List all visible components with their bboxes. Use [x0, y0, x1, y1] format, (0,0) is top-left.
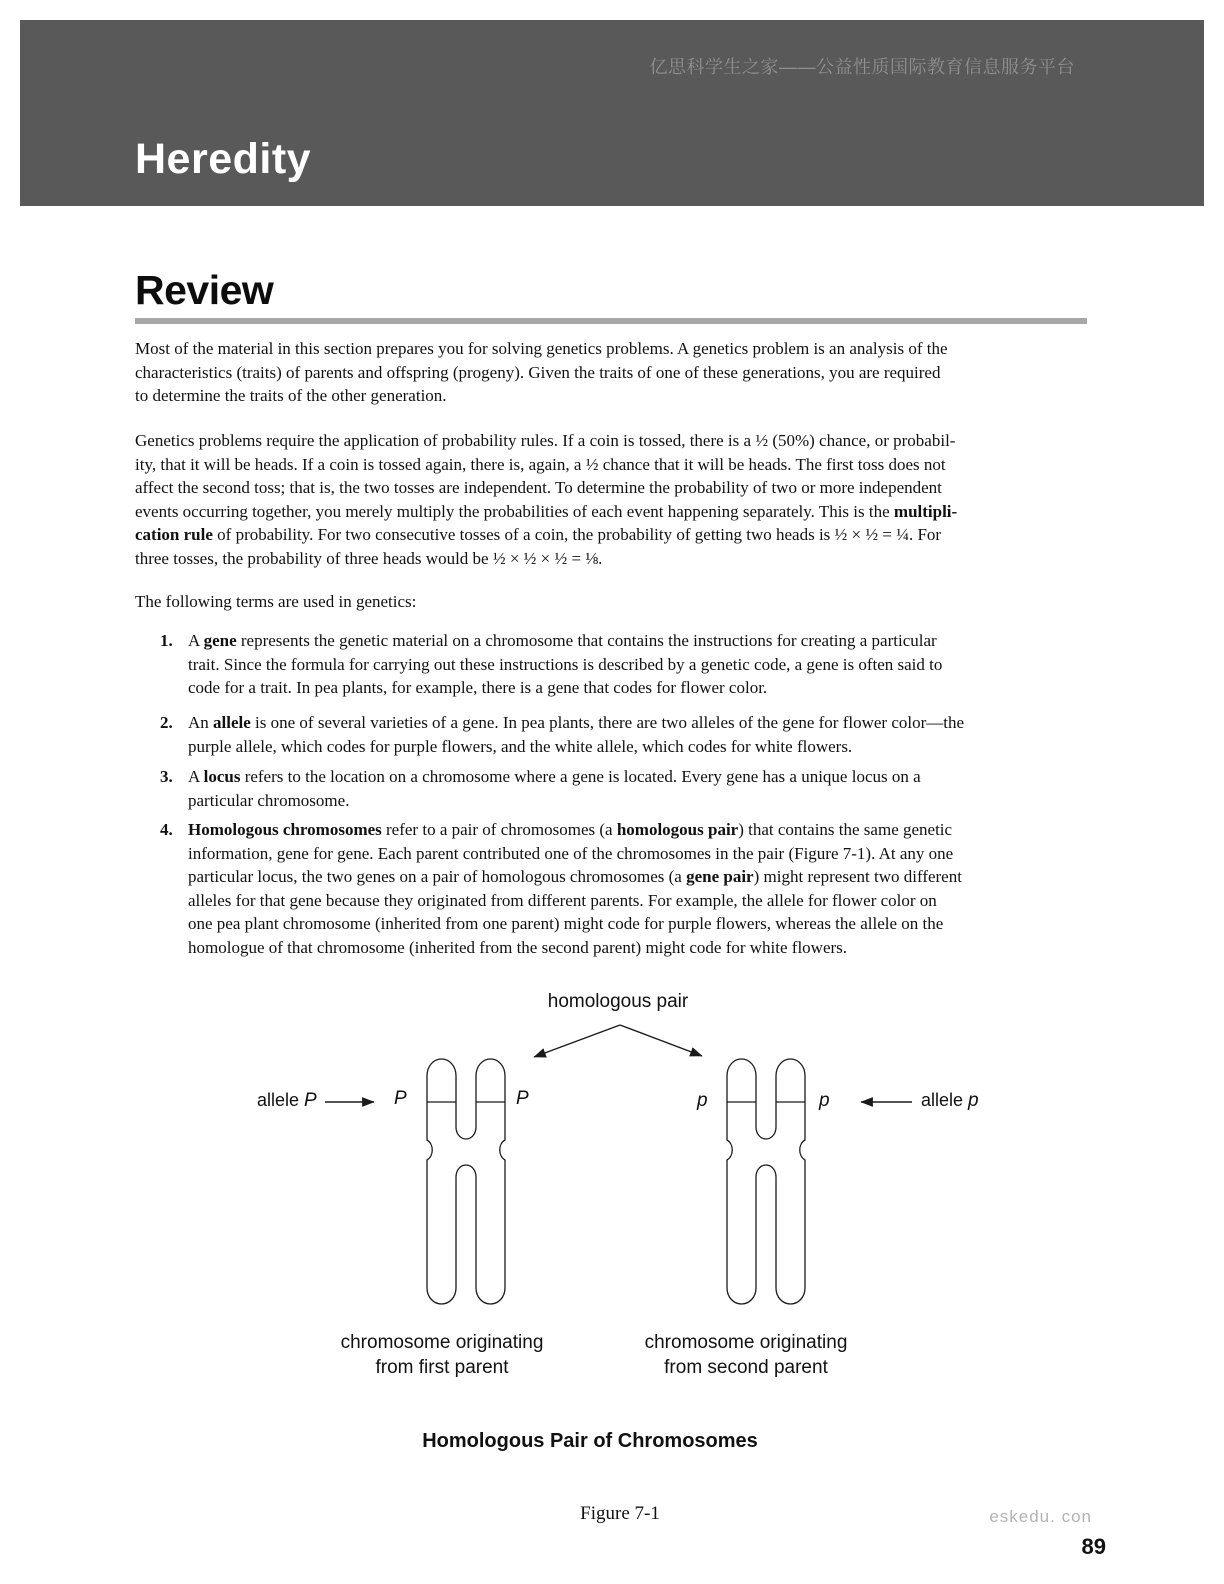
term-number: 2. [160, 713, 173, 732]
allele-word: allele [257, 1090, 300, 1110]
page-number: 89 [1081, 1534, 1106, 1559]
locus-letter-P-left: P [394, 1088, 407, 1109]
chromosome-figure [240, 980, 1000, 1320]
section-heading: Review [135, 267, 274, 313]
term-text: An allele is one of several varieties of a gene. In pea plants, there are two alleles of the gene for flower color—the purple allele, which codes for purple flowers, and the white allele, which codes for white flowers. [188, 713, 965, 756]
chromosome-right [727, 1059, 805, 1304]
paragraph-intro: Most of the material in this section prepares you for solving genetics problems. A genetics problem is an analysis of the characteristics (traits) of parents and offspring (progeny). Given the traits of one of these generations, you are required to determine the traits of the other generation. [135, 339, 948, 405]
allele-p-label [921, 1090, 979, 1112]
allele-letter: p [968, 1090, 979, 1111]
paragraph-probability: Genetics problems require the application of probability rules. If a coin is tossed, there is a ½ (50%) chance, or probabil- ity, that it will be heads. If a coin is tossed again, there is, again, a ½ chance that it will be heads. The first toss does not affect the second toss; that is, the two tosses are independent. To determine the probability of two or more independent events occurring together, you merely multiply the probabilities of each event happening separately. This is the multipli- cation rule of probability. For two consecutive tosses of a coin, the probability of getting two heads is ½ × ½ = ¼. For three tosses, the probability of three heads would be ½ × ½ × ½ = ⅛. [135, 431, 958, 568]
term-text: A locus refers to the location on a chromosome where a gene is located. Every gene has a unique locus on a particular chromosome. [188, 767, 921, 810]
section-rule [135, 318, 1087, 324]
term-text: Homologous chromosomes refer to a pair of chromosomes (a homologous pair) that contains the same genetic information, gene for gene. Each parent contributed one of the chromosomes in the pair (Figure 7-1). At any one particular locus, the two genes on a pair of homologous chromosomes (a gene pair) might represent two different alleles for that gene because they originated from different parents. For example, the allele for flower color on one pea plant chromosome (inherited from one parent) might code for purple flowers, whereas the allele on the homologue of that chromosome (inherited from the second parent) might code for white flowers. [188, 820, 962, 957]
chromosome-left [427, 1059, 505, 1304]
term-text: A gene represents the genetic material on a chromosome that contains the instructions for creating a particular trait. Since the formula for carrying out these instructions is described by a genetic code, a gene is often said to code for a trait. In pea plants, for example, there is a gene that codes for flower color. [188, 631, 943, 697]
footer-watermark: eskedu. con [989, 1507, 1092, 1526]
locus-letter-p-left: p [697, 1090, 708, 1111]
chapter-title: Heredity [135, 135, 312, 183]
banner-watermark: 亿思科学生之家——公益性质国际教育信息服务平台 [649, 57, 1075, 77]
allele-word: allele [921, 1090, 964, 1110]
figure-title: Homologous Pair of Chromosomes [422, 1430, 758, 1452]
paragraph-terms-intro: The following terms are used in genetics: [135, 592, 417, 611]
term-number: 4. [160, 820, 173, 839]
chapter-banner [20, 20, 1204, 206]
homologous-pair-label: homologous pair [547, 991, 689, 1012]
arrow-icon [534, 1025, 620, 1057]
locus-letter-p-right: p [819, 1090, 830, 1111]
caption-second-parent: chromosome originating from second parent [644, 1332, 848, 1378]
caption-first-parent: chromosome originating from first parent [340, 1332, 544, 1378]
figure-number: Figure 7-1 [580, 1503, 660, 1524]
allele-letter: P [304, 1090, 317, 1111]
locus-letter-P-right: P [516, 1088, 529, 1109]
term-number: 1. [160, 631, 173, 650]
term-number: 3. [160, 767, 173, 786]
allele-P-label [257, 1090, 317, 1112]
arrow-icon [620, 1025, 702, 1056]
